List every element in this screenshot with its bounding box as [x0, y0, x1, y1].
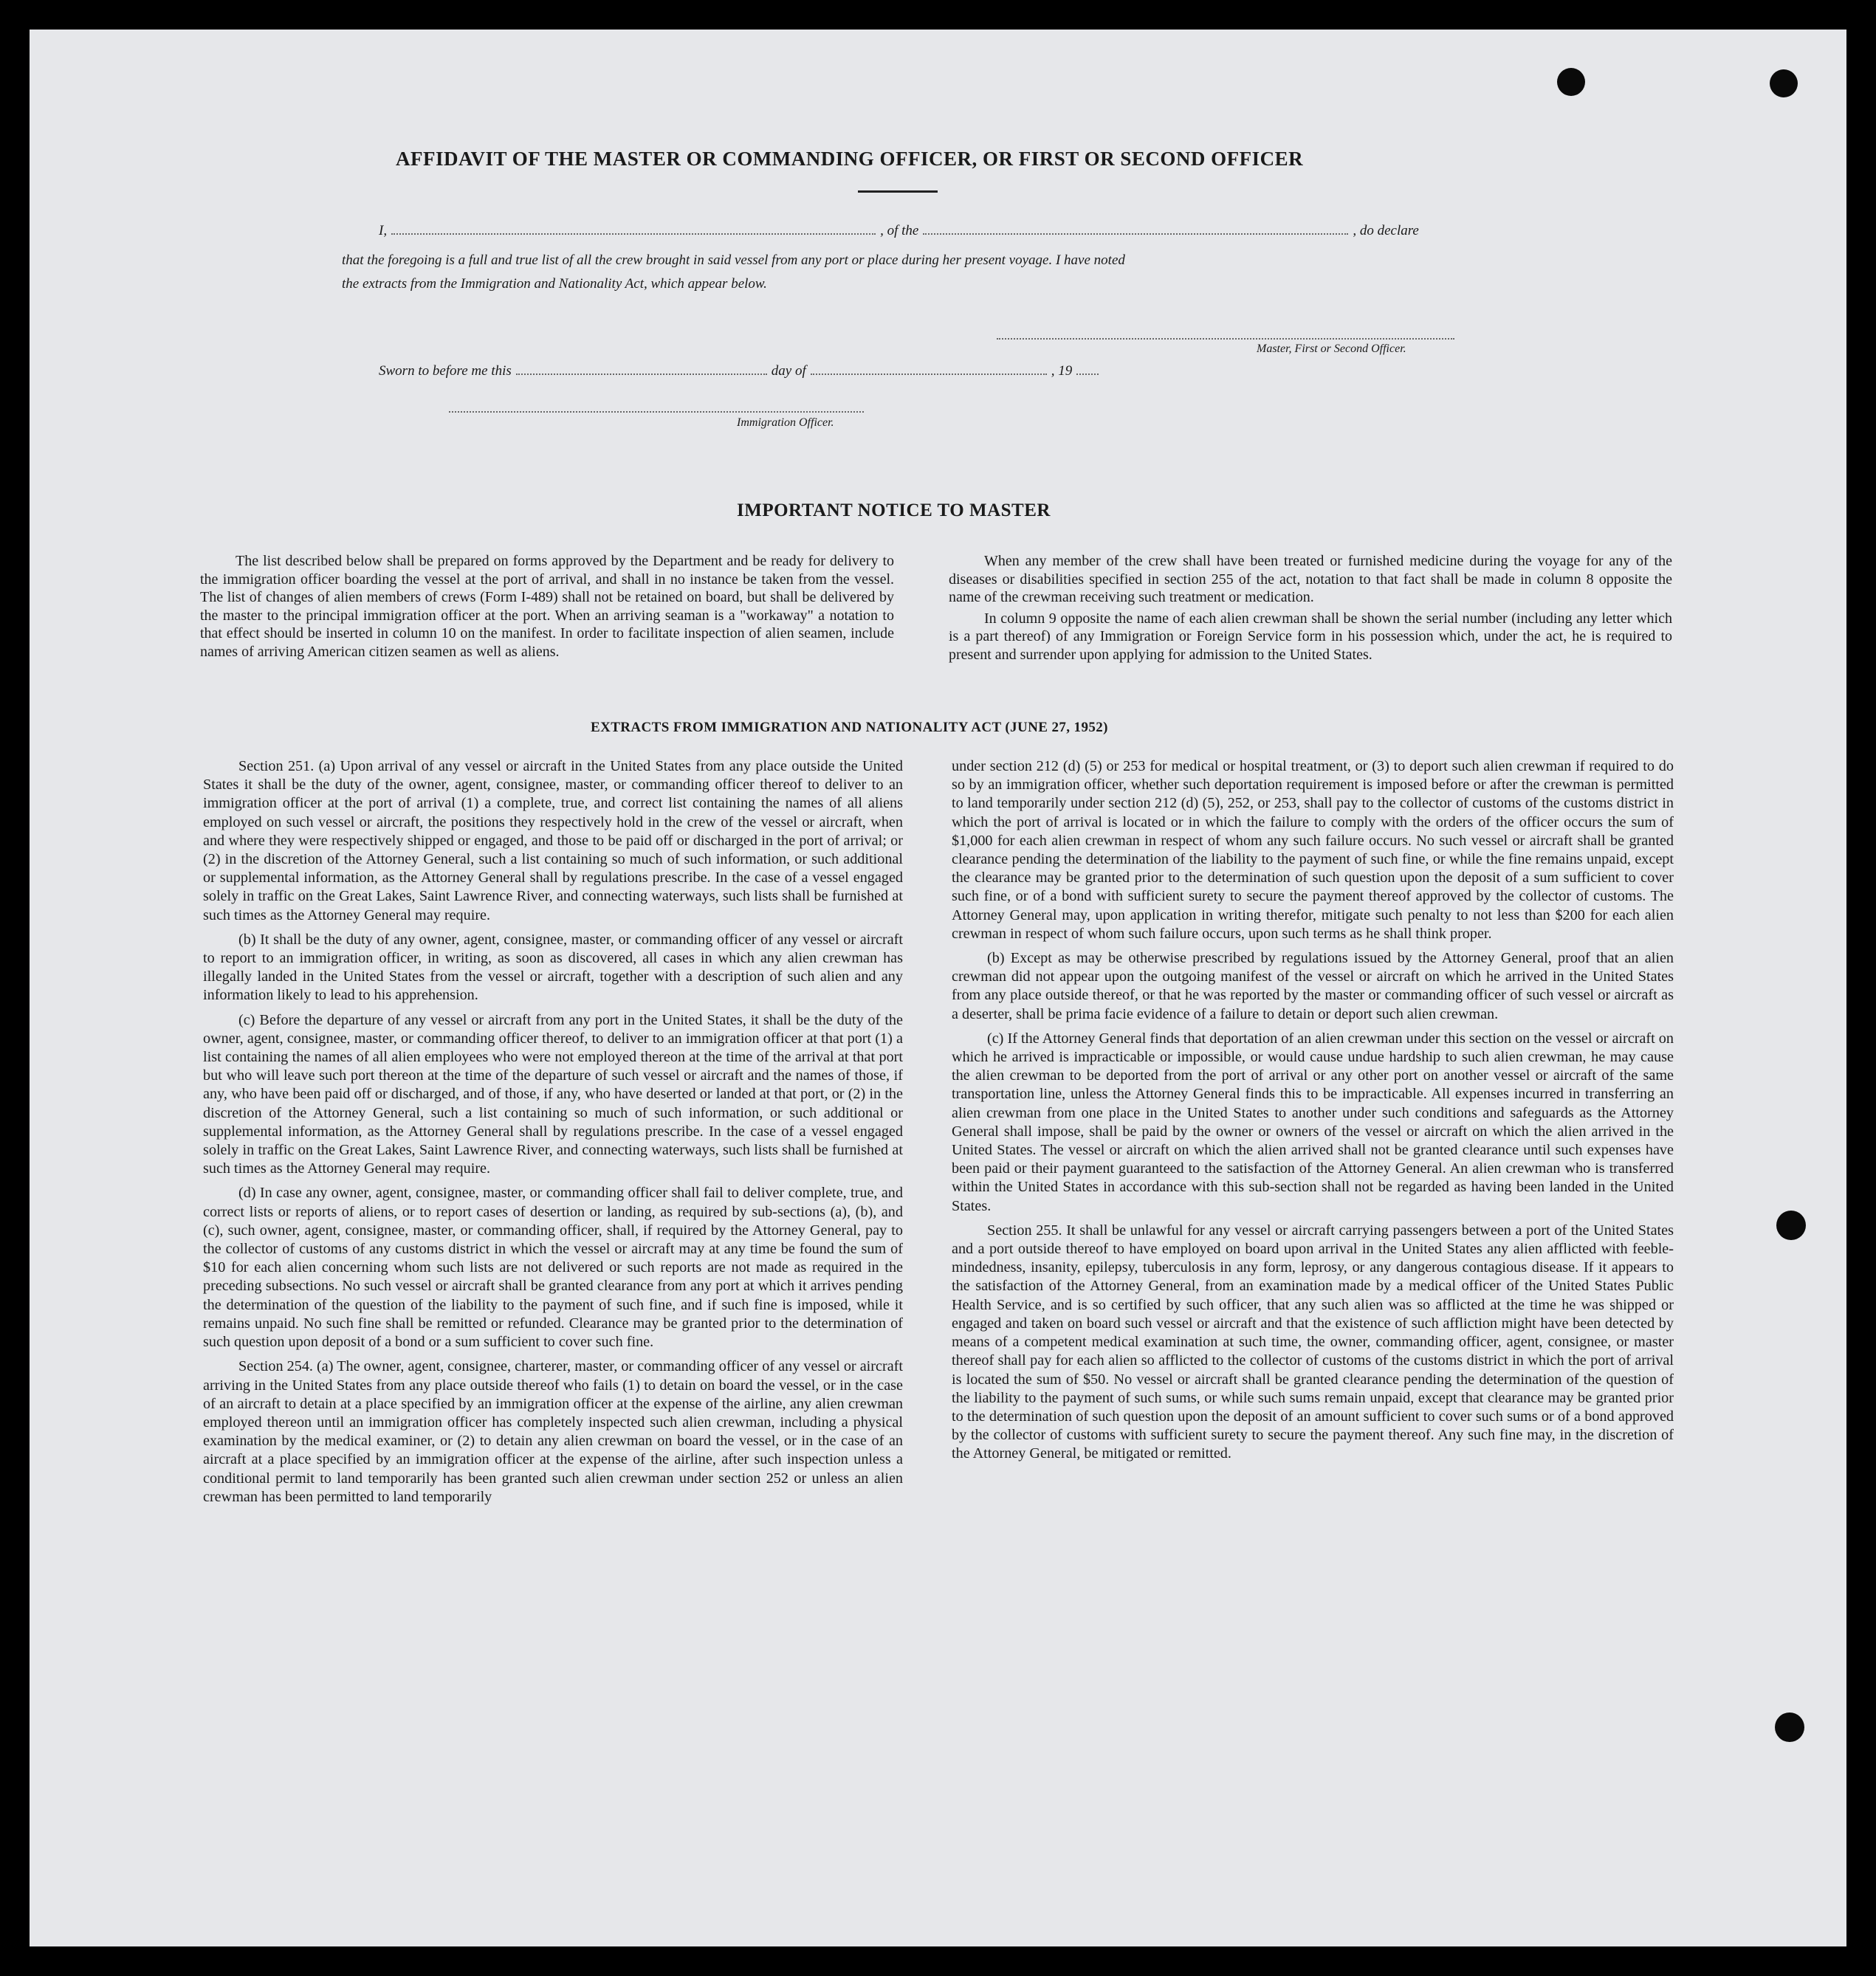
sworn-day-field[interactable] — [516, 371, 767, 375]
sworn-day-of: day of — [771, 363, 806, 379]
extract-paragraph: Section 254. (a) The owner, agent, consignee, charterer, master, or commanding officer of any vessel or aircraft arriving in the United States from any place outside thereof who fails (1) to detain on board the vessel, or in the case of an aircraft to detain at a place specified by an immigration officer at the expense of the airline, any alien crewman employed thereon until an immigration officer has completely inspected such alien crewman, including a physical examination by the medical examiner, or (2) to detain any alien crewman on board the vessel, or in the case of an aircraft at a place specified by an immigration officer at the expense of the airline, after such inspection unless a conditional permit to land temporarily has been granted such alien crewman under section 252 or unless an alien crewman has been permitted to land temporarily — [203, 1358, 903, 1505]
sworn-year-field[interactable] — [1076, 371, 1099, 375]
extract-paragraph: Section 255. It shall be unlawful for any vessel or aircraft carrying passengers between a port of the United States and a port outside thereof to have employed on board upon arrival in the United States any alien afflicted with feeble-mindedness, insanity, epilepsy, tuberculosis in any form, leprosy, or any dangerous contagious disease. If it appears to the satisfaction of the Attorney General, from an examination made by a medical officer of the United States Public Health Service, and is so certified by such officer, that any such alien was so afflicted at the time he was shipped or engaged and taken on board such vessel or aircraft and that the existence of such affliction might have been detected by means of a competent medical examination at such time, the owner, commanding officer, agent, consignee, or master thereof shall pay for each alien so afflicted to the collector of customs of the customs district in which the port of arrival is located the sum of $50. No vessel or aircraft shall be granted clearance pending the determination of the question of the liability to the payment of such sums, or while such sums remain unpaid, except that clearance may be granted prior to the determination of such question upon the deposit of an amount sufficient to cover such sums or of a bond approved by the collector of customs with sufficient surety to secure the payment thereof. Any such fine may, in the discretion of the Attorney General, be mitigated or remitted. — [952, 1222, 1674, 1462]
extract-paragraph: (d) In case any owner, agent, consignee, master, or commanding officer shall fail to deliver complete, true, and correct lists or reports of aliens, or to report cases of desertion or landing, as required by sub-sections (a), (b), and (c), such owner, agent, consignee, master, or commanding officer, shall, if required by the Attorney General, pay to the collector of customs of any customs district in which the vessel or aircraft may at any time be found the sum of $10 for each alien concerning whom such lists are not delivered or such reports are not made as required in the preceding subsections. No such vessel or aircraft shall be granted clearance from any port at which it arrives pending the determination of the question of the liability to the payment of such fine, and if such fine is imposed, while it remains unpaid. No such fine shall be remitted or refunded. Clearance may be granted prior to the determination of such question upon deposit of a bond or a sum sufficient to cover such fine. — [203, 1185, 903, 1351]
decl-i-label: I, — [379, 223, 388, 238]
declaration-line-2: that the foregoing is a full and true list of all the crew brought in said vessel from any port or place during her present voyage. I have noted — [342, 252, 1125, 268]
sworn-prefix: Sworn to before me this — [379, 363, 512, 379]
title-underline — [858, 190, 938, 193]
notice-left-column — [200, 552, 894, 667]
punch-hole-top-1 — [1557, 68, 1585, 96]
notice-title: IMPORTANT NOTICE TO MASTER — [737, 500, 1051, 520]
officer-signature-line[interactable] — [449, 411, 864, 413]
sworn-line — [379, 363, 1103, 379]
extracts-right-column — [952, 757, 1674, 1470]
master-signature-line[interactable] — [997, 338, 1454, 340]
extract-paragraph: (c) If the Attorney General finds that deportation of an alien crewman under this section on the vessel or aircraft on which he arrived is impracticable or impossible, or would cause undue hardship to such alien crewman, he may cause the alien crewman to be deported from the port of arrival or any other port on another vessel or aircraft of the same transportation line, unless the Attorney General finds this to be impracticable. All expenses incurred in transferring an alien crewman from one place in the United States to another under such conditions and safeguards as the Attorney General shall impose, shall be paid by the owner or owners of the vessel or aircraft on which the alien arrived in the United States. The vessel or aircraft on which the alien arrived shall not be granted clearance until such expenses have been paid or their payment guaranteed to the satisfaction of the Attorney General. An alien crewman who is transferred within the United States in accordance with this sub-section shall not be regarded as having been landed in the United States. — [952, 1030, 1674, 1214]
vessel-field[interactable] — [923, 230, 1348, 235]
extract-paragraph: (b) Except as may be otherwise prescribed by regulations issued by the Attorney General, proof that an alien crewman did not appear upon the outgoing manifest of the vessel or aircraft on which he arrived in the United States from any place outside thereof, or that he was reported by the master or commanding officer of such vessel or aircraft as a deserter, shall be prima facie evidence of a failure to detain or deport such alien crewman. — [952, 950, 1674, 1022]
sworn-year: , 19 — [1051, 363, 1073, 379]
declaration-line-3: the extracts from the Immigration and Nationality Act, which appear below. — [342, 276, 767, 292]
decl-do-declare-label: , do declare — [1353, 223, 1419, 238]
punch-hole-top-2 — [1770, 69, 1798, 97]
master-signature-caption: Master, First or Second Officer. — [1257, 342, 1406, 355]
name-field[interactable] — [391, 230, 876, 235]
punch-hole-middle — [1776, 1211, 1806, 1240]
extract-paragraph: under section 212 (d) (5) or 253 for medical or hospital treatment, or (3) to deport such alien crewman if required to do so by an immigration officer, whether such deportation requirement is imposed before or after the crewman is permitted to land temporarily under section 212 (d) (5), 252, or 253, shall pay to the collector of customs of the customs district in which the port of arrival is located or in which the failure to comply with the orders of the officer occurs the sum of $1,000 for each alien crewman in respect of whom any such failure occurs. No such vessel or aircraft shall be granted clearance pending the determination of the liability to the payment of such fine, or while the fine remains unpaid, except the clearance may be granted prior to the determination of such question upon the deposit of a sum sufficient to cover such fine, or of a bond with sufficient surety to secure the payment thereof approved by the collector of customs. The Attorney General may, upon application in writing therefor, mitigate such penalty to not less than $200 for each alien crewman in respect of whom such failure occurs, upon such terms as he shall think proper. — [952, 758, 1674, 942]
extracts-title: EXTRACTS FROM IMMIGRATION AND NATIONALITY ACT (JUNE 27, 1952) — [591, 720, 1108, 735]
punch-hole-bottom — [1775, 1712, 1804, 1742]
officer-signature-caption: Immigration Officer. — [737, 416, 834, 429]
declaration-line-1 — [379, 223, 1419, 239]
document-page — [30, 30, 1846, 1946]
notice-right-paragraph-2: In column 9 opposite the name of each alien crewman shall be shown the serial number (including any letter which is a part thereof) of any Immigration or Foreign Service form in his possession which, under the act, he is required to present and surrender upon applying for admission to the United States. — [949, 610, 1672, 663]
extract-paragraph: Section 251. (a) Upon arrival of any vessel or aircraft in the United States from any place outside the United States it shall be the duty of the owner, agent, consignee, master, or commanding officer thereof to deliver to an immigration officer at the port of arrival (1) a complete, true, and correct list containing the names of all aliens employed on such vessel or aircraft, the positions they respectively hold in the crew of the vessel or aircraft, when and where they were respectively shipped or engaged, and those to be paid off or discharged in the port of arrival; or (2) in the discretion of the Attorney General, such a list containing so much of such information, or such additional or supplemental information, as the Attorney General shall by regulations prescribe. In the case of a vessel engaged solely in traffic on the Great Lakes, Saint Lawrence River, and connecting waterways, such lists shall be furnished at such times as the Attorney General may require. — [203, 758, 903, 923]
extract-paragraph: (b) It shall be the duty of any owner, agent, consignee, master, or commanding officer of any vessel or aircraft to report to an immigration officer, in writing, as soon as discovered, all cases in which any alien crewman has illegally landed in the United States from the vessel or aircraft, together with a description of such alien and any information likely to lead to his apprehension. — [203, 931, 903, 1004]
extract-paragraph: (c) Before the departure of any vessel or aircraft from any port in the United States, it shall be the duty of the owner, agent, consignee, master, or commanding officer thereof, to deliver to an immigration officer at that port (1) a list containing the names of all alien employees who were not employed thereon at the time of the arrival at that port but who will leave such port thereon at the time of the departure of such vessel or aircraft and the names of those, if any, who have been paid off or discharged, and of those, if any, who have deserted or landed at that port, or (2) in the discretion of the Attorney General, such a list containing so much of such information, or such additional or supplemental information, as the Attorney General shall by regulations prescribe. In the case of a vessel engaged solely in traffic on the Great Lakes, Saint Lawrence River, and connecting waterways, such lists shall be furnished at such times as the Attorney General may require. — [203, 1011, 903, 1177]
notice-left-paragraph: The list described below shall be prepared on forms approved by the Department and be ready for delivery to the immigration officer boarding the vessel at the port of arrival, and shall in no instance be taken from the vessel. The list of changes of alien members of crews (Form I-489) shall not be retained on board, but shall be delivered by the master to the principal immigration officer at the port. When an arriving seaman is a "workaway" a notation to that effect should be inserted in column 10 on the manifest. In order to facilitate inspection of alien seamen, include names of arriving American citizen seamen as well as aliens. — [200, 553, 894, 660]
extracts-left-column — [203, 757, 903, 1512]
sworn-month-field[interactable] — [811, 371, 1047, 375]
notice-right-column — [949, 552, 1672, 670]
notice-right-paragraph-1: When any member of the crew shall have been treated or furnished medicine during the voyage for any of the diseases or disabilities specified in section 255 of the act, notation to that fact shall be made in column 8 opposite the name of the crewman receiving such treatment or medication. — [949, 553, 1672, 606]
decl-of-the-label: , of the — [880, 223, 919, 238]
affidavit-title: AFFIDAVIT OF THE MASTER OR COMMANDING OFFICER, OR FIRST OR SECOND OFFICER — [396, 148, 1304, 170]
